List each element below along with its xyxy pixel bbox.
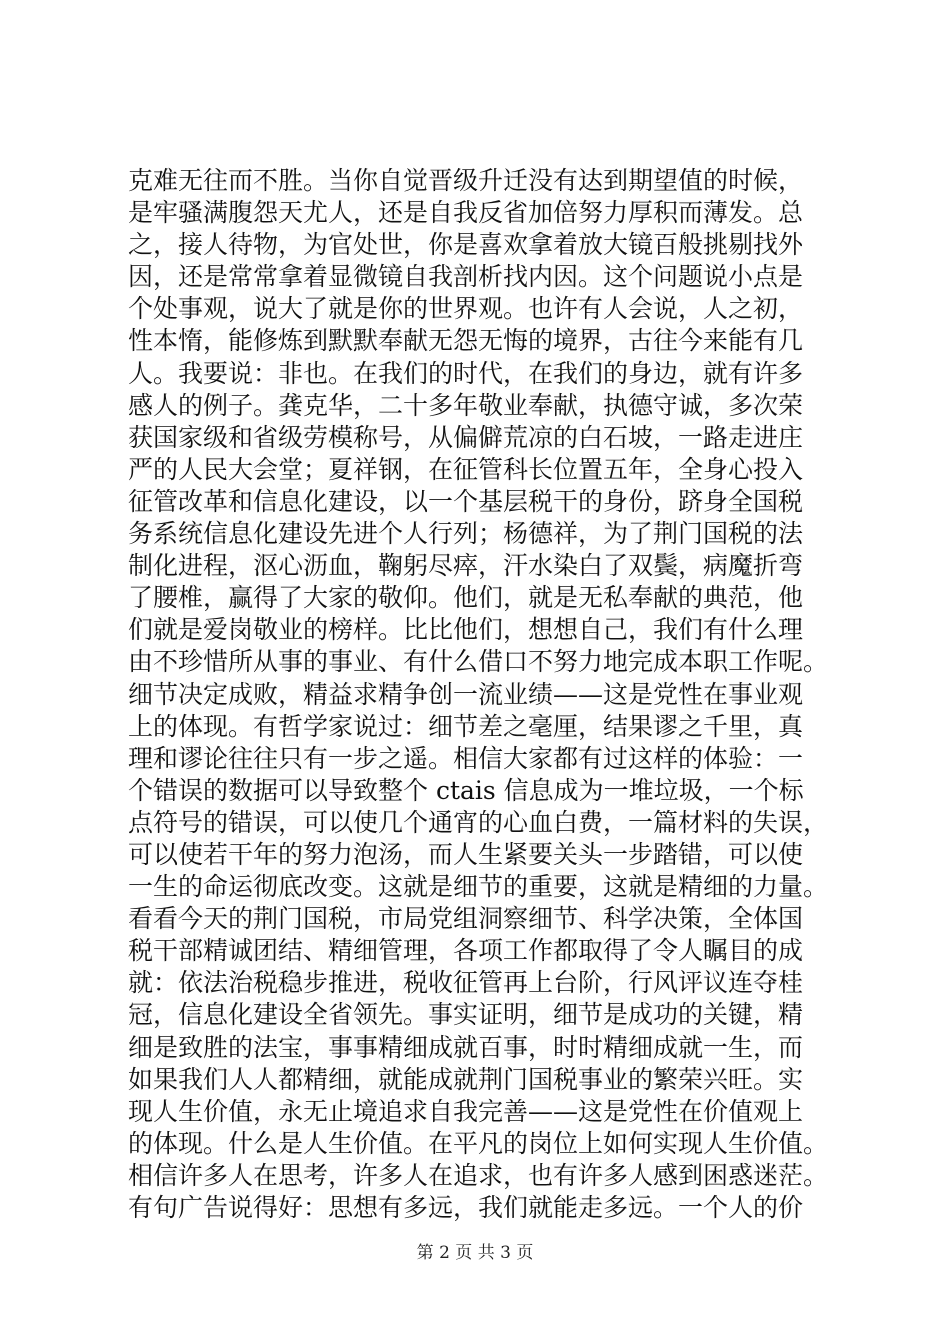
text-line: 点符号的错误，可以使几个通宵的心血白费，一篇材料的失误， (128, 807, 829, 837)
text-line: 如果我们人人都精细，就能成就荆门国税事业的繁荣兴旺。实 (128, 1064, 804, 1094)
text-line: 细是致胜的法宝，事事精细成就百事，时时精细成就一生，而 (128, 1032, 804, 1062)
text-line: 税干部精诚团结、精细管理，各项工作都取得了令人瞩目的成 (128, 936, 804, 966)
text-line: 个处事观，说大了就是你的世界观。也许有人会说，人之初， (128, 294, 804, 324)
text-line: 务系统信息化建设先进个人行列；杨德祥，为了荆门国税的法 (128, 519, 804, 549)
text-line: 相信许多人在思考，许多人在追求，也有许多人感到困惑迷茫。 (128, 1160, 829, 1190)
text-line: 人。我要说：非也。在我们的时代，在我们的身边，就有许多 (128, 358, 804, 388)
text-line: 严的人民大会堂；夏祥钢，在征管科长位置五年，全身心投入 (128, 454, 804, 484)
text-line: 看看今天的荆门国税，市局党组洞察细节、科学决策，全体国 (128, 904, 804, 934)
page-footer (0, 1242, 950, 1264)
text-line: 有句广告说得好：思想有多远，我们就能走多远。一个人的价 (128, 1193, 804, 1222)
text-line: 由不珍惜所从事的事业、有什么借口不努力地完成本职工作呢。 (128, 647, 829, 677)
text-line: 现人生价值，永无止境追求自我完善——这是党性在价值观上 (128, 1096, 804, 1126)
text-line: 个错误的数据可以导致整个 ctais 信息成为一堆垃圾，一个标 (128, 775, 804, 805)
text-line: 因，还是常常拿着显微镜自我剖析找内因。这个问题说小点是 (128, 262, 804, 292)
text-line: 之，接人待物，为官处世，你是喜欢拿着放大镜百般挑剔找外 (128, 230, 804, 260)
text-line: 制化进程，沤心沥血，鞠躬尽瘁，汗水染白了双鬓，病魔折弯 (128, 551, 804, 581)
text-line: 们就是爱岗敬业的榜样。比比他们，想想自己，我们有什么理 (128, 615, 804, 645)
text-line: 了腰椎，赢得了大家的敬仰。他们，就是无私奉献的典范，他 (128, 583, 804, 613)
text-line: 细节决定成败，精益求精争创一流业绩——这是党性在事业观 (128, 679, 804, 709)
text-line: 性本惰，能修炼到默默奉献无怨无悔的境界，古往今来能有几 (128, 326, 804, 356)
text-line: 是牢骚满腹怨天尤人，还是自我反省加倍努力厚积而薄发。总 (128, 198, 804, 228)
text-line: 可以使若干年的努力泡汤，而人生紧要关头一步踏错，可以使 (128, 839, 804, 869)
text-line: 征管改革和信息化建设，以一个基层税干的身份，跻身全国税 (128, 486, 804, 516)
text-line: 感人的例子。龚克华，二十多年敬业奉献，执德守诚，多次荣 (128, 390, 804, 420)
text-line: 获国家级和省级劳模称号，从偏僻荒凉的白石坡，一路走进庄 (128, 422, 804, 452)
text-line: 上的体现。有哲学家说过：细节差之毫厘，结果谬之千里，真 (128, 711, 804, 741)
body-text (128, 165, 828, 1224)
text-line: 克难无往而不胜。当你自觉晋级升迁没有达到期望值的时候， (128, 166, 804, 195)
text-line: 就：依法治税稳步推进，税收征管再上台阶，行风评议连夺桂 (128, 968, 804, 998)
text-line: 理和谬论往往只有一步之遥。相信大家都有过这样的体验：一 (128, 743, 804, 773)
text-line: 冠，信息化建设全省领先。事实证明，细节是成功的关键，精 (128, 1000, 804, 1030)
text-line: 一生的命运彻底改变。这就是细节的重要，这就是精细的力量。 (128, 872, 829, 902)
page-number-label: 第 2 页 共 3 页 (416, 1243, 534, 1263)
text-line: 的体现。什么是人生价值。在平凡的岗位上如何实现人生价值。 (128, 1128, 829, 1158)
